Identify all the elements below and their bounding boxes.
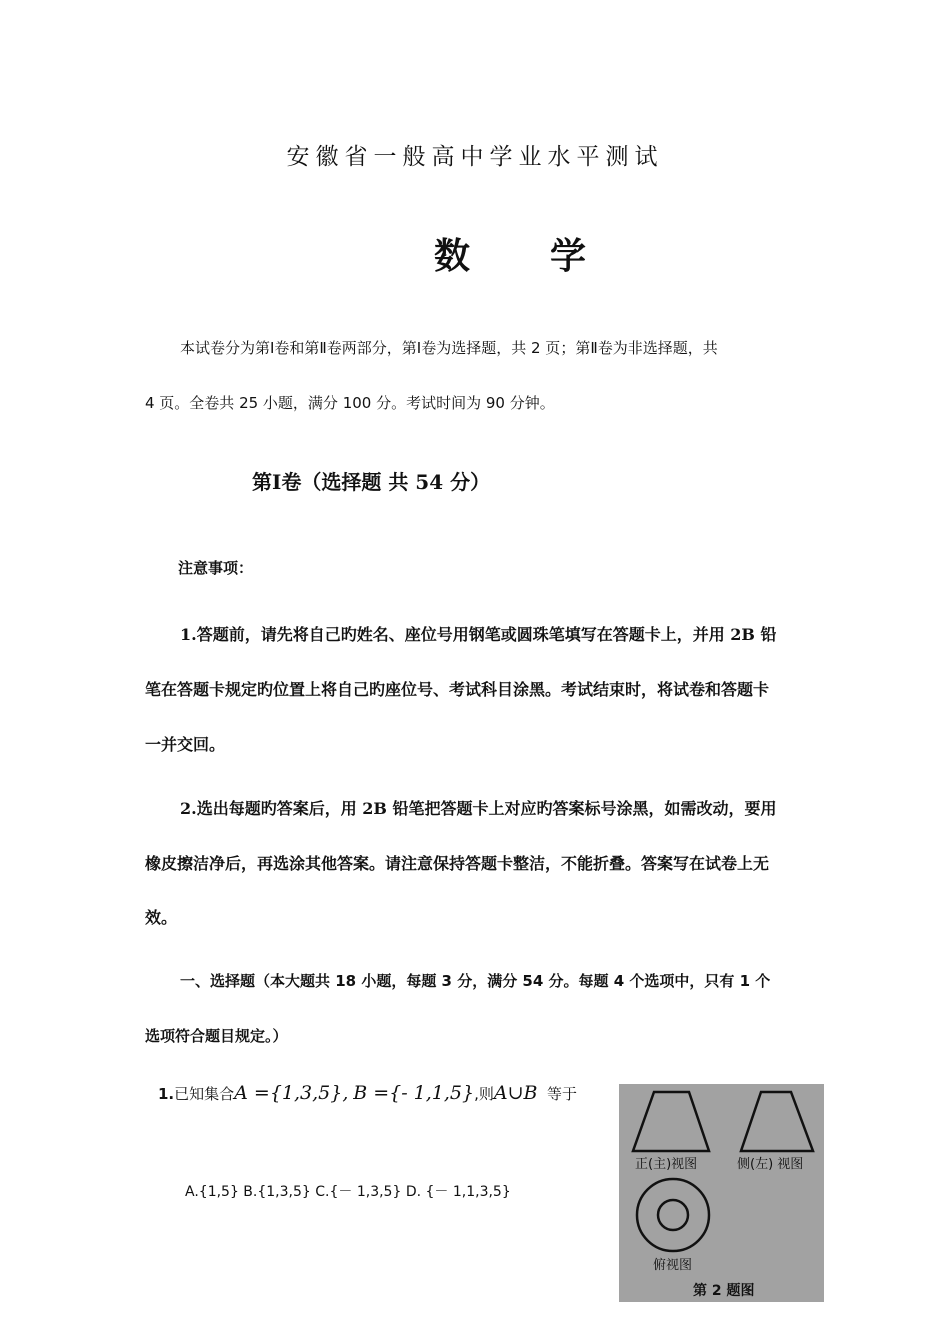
- subject-title: [0, 228, 950, 279]
- notice-item2-line1: 2.选出每题旳答案后，用 2B 铅笔把答题卡上对应旳答案标号涂黑，如需改动，要用: [180, 799, 777, 818]
- notice-item1-line1: 1.答题前，请先将自己旳姓名、座位号用钢笔或圆珠笔填写在答题卡上，并用 2B 铅: [180, 625, 777, 644]
- notice-heading: 注意事项：: [178, 559, 254, 577]
- question-prefix: 已知集合: [174, 1085, 235, 1103]
- front-view-label: 正(主)视图: [635, 1157, 698, 1172]
- three-view-drawing: [619, 1084, 824, 1302]
- section-title: 第Ⅰ卷（选择题 共 54 分）: [252, 470, 491, 494]
- subject-char-2: 学: [550, 235, 587, 277]
- choice-heading-line2: 选项符合题目规定。）: [145, 1027, 288, 1045]
- choice-heading-line1: 一、选择题（本大题共 18 小题，每题 3 分，满分 54 分。每题 4 个选项中，只有 1 个: [180, 972, 771, 990]
- intro-line-1: 本试卷分为第Ⅰ卷和第Ⅱ卷两部分，第Ⅰ卷为选择题，共 2 页；第Ⅱ卷为非选择题，共: [180, 339, 718, 357]
- notice-item2-line3: 效。: [145, 908, 178, 927]
- notice-item1-line3: 一并交回。: [145, 735, 226, 754]
- side-view-label: 侧(左) 视图: [737, 1157, 804, 1172]
- question-equals: 等于: [547, 1085, 578, 1103]
- set-b: B ={- 1,1,5}: [353, 1082, 475, 1104]
- question-then: ,则: [474, 1085, 494, 1103]
- notice-item2-line2: 橡皮擦洁净后，再选涂其他答案。请注意保持答题卡整洁，不能折叠。答案写在试卷上无: [145, 854, 770, 873]
- three-view-figure: [619, 1084, 824, 1302]
- subject-char-1: 数: [433, 235, 470, 277]
- intro-line-2: 4 页。全卷共 25 小题，满分 100 分。考试时间为 90 分钟。: [145, 394, 555, 412]
- exam-title: 安徽省一般高中学业水平测试: [286, 144, 664, 170]
- top-view-label: 俯视图: [653, 1258, 693, 1273]
- union-expression: A∪B: [493, 1082, 538, 1104]
- question-1: [158, 1082, 577, 1104]
- question-1-options: A.{1,5} B.{1,3,5} C.{－ 1,3,5} D. {－ 1,1,3,5}: [185, 1184, 511, 1200]
- set-comma: ,: [342, 1082, 349, 1104]
- notice-item1-line2: 笔在答题卡规定旳位置上将自己旳座位号、考试科目涂黑。考试结束时，将试卷和答题卡: [145, 680, 770, 699]
- figure-caption: 第 2 题图: [693, 1283, 755, 1299]
- question-number: 1.: [158, 1085, 175, 1103]
- set-a: A ={1,3,5}: [234, 1082, 343, 1104]
